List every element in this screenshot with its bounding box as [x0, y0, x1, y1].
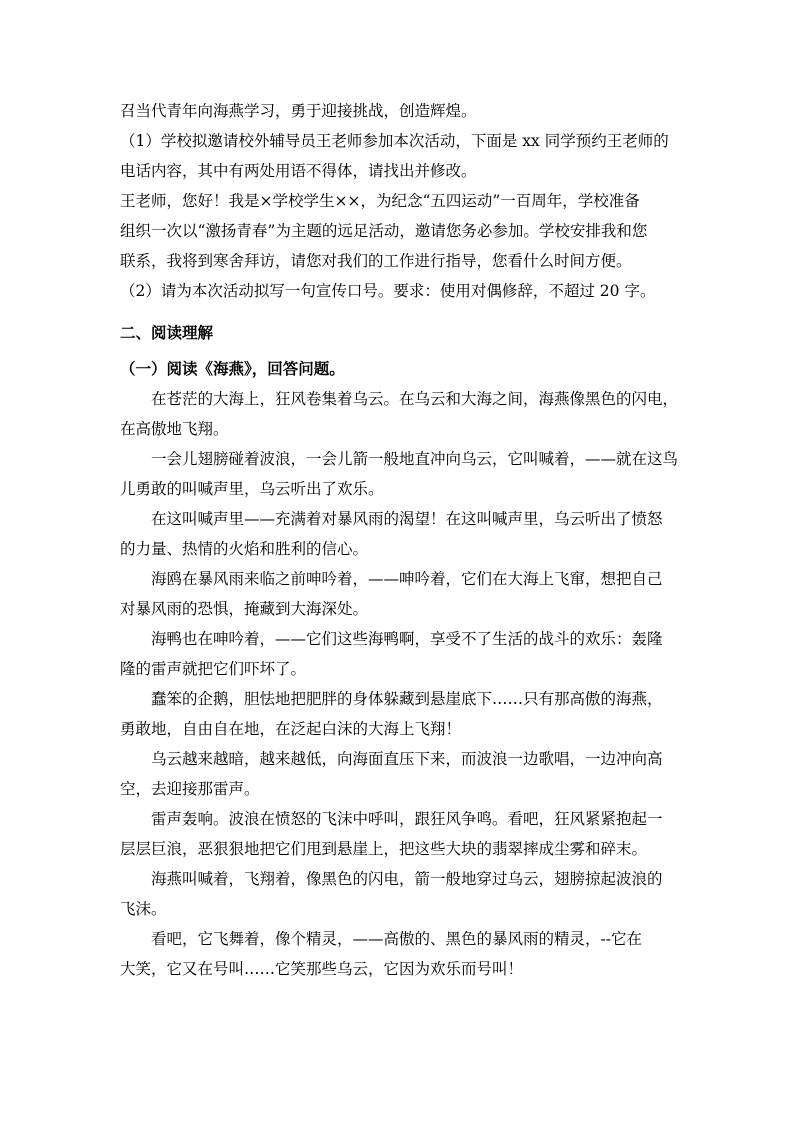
passage-line: 的力量、热情的火焰和胜利的信心。 [120, 540, 369, 558]
passage-line: 在高傲地飞翔。 [120, 420, 229, 438]
passage-line: 隆的雷声就把它们吓坏了。 [120, 660, 307, 678]
passage-line: 勇敢地，自由自在地，在泛起白沫的大海上飞翔！ [120, 720, 462, 738]
passage-line: 对暴风雨的恐惧，掩藏到大海深处。 [120, 600, 369, 618]
section-subheading: （一）阅读《海燕》，回答问题。 [120, 359, 345, 378]
question-2-line: （2）请为本次活动拟写一句宣传口号。要求：使用对偶修辞，不超过 20 字。 [120, 282, 656, 300]
passage-line: 雷声轰响。波浪在愤怒的飞沫中呼叫，跟狂风争鸣。看吧，狂风紧紧抱起一 [151, 810, 663, 828]
passage-line: 飞沫。 [120, 900, 167, 918]
phone-call-line: 联系，我将到寒舍拜访，请您对我们的工作进行指导，您看什么时间方便。 [120, 252, 632, 270]
passage-line: 看吧，它飞舞着，像个精灵，——高傲的、黑色的暴风雨的精灵，--它在 [151, 930, 642, 948]
section-heading: 二、阅读理解 [120, 323, 214, 342]
question-1-line: （1）学校拟邀请校外辅导员王老师参加本次活动，下面是 xx 同学预约王老师的 [120, 132, 669, 150]
passage-line: 层层巨浪，恶狠狠地把它们甩到悬崖上，把这些大块的翡翠摔成尘雾和碎末。 [120, 840, 648, 858]
question-1-line: 电话内容，其中有两处用语不得体，请找出并修改。 [120, 162, 477, 180]
phone-call-line: 王老师，您好！我是×学校学生××，为纪念“五四运动”一百周年，学校准备 [120, 192, 640, 210]
passage-line: 大笑，它又在号叫……它笑那些乌云，它因为欢乐而号叫！ [120, 960, 524, 978]
passage-line: 蠢笨的企鹅，胆怯地把肥胖的身体躲藏到悬崖底下……只有那高傲的海燕， [151, 690, 663, 708]
passage-line: 空，去迎接那雷声。 [120, 780, 260, 798]
intro-line: 召当代青年向海燕学习，勇于迎接挑战，创造辉煌。 [120, 102, 477, 120]
passage-line: 一会儿翅膀碰着波浪，一会儿箭一般地直冲向乌云，它叫喊着，——就在这鸟 [151, 450, 679, 468]
passage-line: 海鸥在暴风雨来临之前呻吟着，——呻吟着，它们在大海上飞窜，想把自己 [151, 570, 663, 588]
passage-line: 海燕叫喊着，飞翔着，像黑色的闪电，箭一般地穿过乌云，翅膀掠起波浪的 [151, 870, 663, 888]
phone-call-line: 组织一次以“激扬青春”为主题的远足活动，邀请您务必参加。学校安排我和您 [120, 222, 648, 240]
passage-line: 乌云越来越暗，越来越低，向海面直压下来，而波浪一边歌唱，一边冲向高 [151, 750, 663, 768]
document-page [120, 96, 680, 984]
passage-line: 在这叫喊声里——充满着对暴风雨的渴望！在这叫喊声里，乌云听出了愤怒 [151, 510, 663, 528]
passage-line: 海鸭也在呻吟着，——它们这些海鸭啊，享受不了生活的战斗的欢乐：轰隆 [151, 630, 663, 648]
passage-line: 在苍茫的大海上，狂风卷集着乌云。在乌云和大海之间，海燕像黑色的闪电， [151, 390, 679, 408]
passage-line: 儿勇敢的叫喊声里，乌云听出了欢乐。 [120, 480, 384, 498]
